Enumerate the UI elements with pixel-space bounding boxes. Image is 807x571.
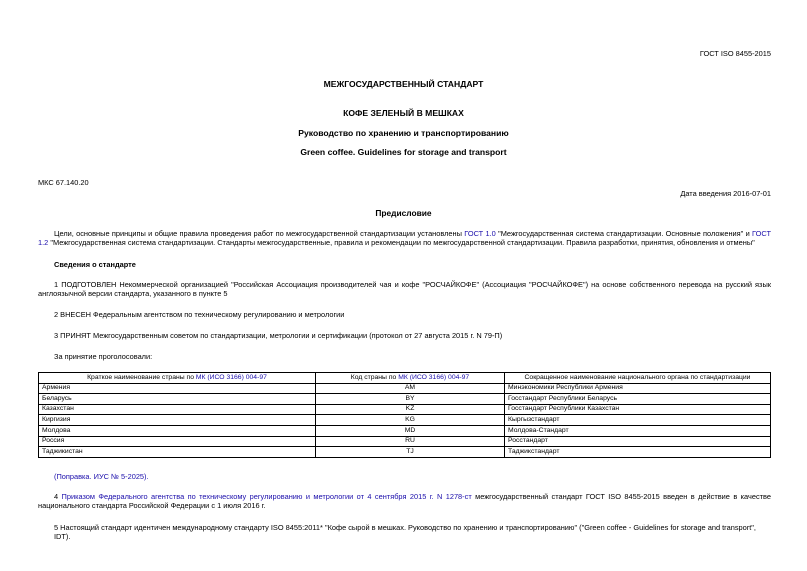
- country-code: KZ: [316, 404, 505, 415]
- amendment-link[interactable]: (Поправка. ИУС № 5-2025).: [54, 472, 149, 481]
- country-name: Таджикистан: [39, 447, 316, 458]
- item-2: 2 ВНЕСЕН Федеральным агентством по техническому регулированию и метрологии: [54, 310, 345, 319]
- voting-countries-table: [38, 372, 771, 458]
- standards-body: Госстандарт Республики Казахстан: [505, 404, 771, 415]
- country-code: TJ: [316, 447, 505, 458]
- country-name: Беларусь: [39, 394, 316, 405]
- item-3: 3 ПРИНЯТ Межгосударственным советом по стандартизации, метрологии и сертификации (протокол от 27 августа 2015 г. N 79-П): [54, 331, 503, 340]
- item-1: [38, 280, 771, 299]
- foreword-text-c: "Межгосударственная система стандартизации. Стандарты межгосударственные, правила и рекомендации по межгосударственной стандартизации. Правила разработки, принятия, обновления и отмены": [48, 238, 755, 248]
- subtitle: Руководство по хранению и транспортированию: [298, 128, 509, 138]
- country-code: RU: [316, 436, 505, 447]
- country-code: KG: [316, 415, 505, 426]
- header-country-name: Краткое наименование страны по МК (ИСО 3166) 004-97: [39, 373, 316, 384]
- item-1-text: 1 ПОДГОТОВЛЕН Некоммерческой организацией "Российская Ассоциация производителей чая и кофе "РОСЧАЙКОФЕ" (Ассоциация "РОСЧАЙКОФЕ") на основе собственного перевода на русский язык англоязычной версии стандарта, указанного в пункте 5: [38, 280, 771, 299]
- mk-iso-link[interactable]: МК (ИСО 3166) 004-97: [195, 373, 267, 381]
- country-name: Казахстан: [39, 404, 316, 415]
- voted-label: За принятие проголосовали:: [54, 352, 153, 361]
- mk-iso-link[interactable]: МК (ИСО 3166) 004-97: [398, 373, 470, 381]
- table-row: [39, 404, 771, 415]
- standards-body: Молдова-Стандарт: [505, 425, 771, 436]
- table-row: [39, 415, 771, 426]
- country-code: BY: [316, 394, 505, 405]
- country-name: Армения: [39, 383, 316, 394]
- header-country-code: Код страны по МК (ИСО 3166) 004-97: [316, 373, 505, 384]
- country-name: Киргизия: [39, 415, 316, 426]
- item-4-number: 4: [54, 492, 62, 501]
- foreword-text-a: Цели, основные принципы и общие правила проведения работ по межгосударственной стандартизации установлены: [54, 229, 465, 238]
- gost-1-2-link[interactable]: ГОСТ 1.2: [38, 229, 771, 248]
- table-row: [39, 394, 771, 405]
- country-name: Россия: [39, 436, 316, 447]
- mks-code: МКС 67.140.20: [38, 178, 89, 187]
- order-link[interactable]: Приказом Федерального агентства по техническому регулированию и метрологии от 4 сентября 2015 г. N 1278-ст: [61, 492, 472, 501]
- item-4-text: межгосударственный стандарт ГОСТ ISO 8455-2015 введен в действие в качестве национального стандарта Российской Федерации с 1 июля 2016 г.: [38, 492, 772, 511]
- country-code: MD: [316, 425, 505, 436]
- main-title: КОФЕ ЗЕЛЕНЫЙ В МЕШКАХ: [343, 108, 464, 118]
- foreword-paragraph: [38, 229, 771, 248]
- standards-body: Росстандарт: [505, 436, 771, 447]
- table-header-row: [39, 373, 771, 384]
- standards-body: Таджикстандарт: [505, 447, 771, 458]
- item-4: [38, 492, 771, 511]
- foreword-heading: Предисловие: [375, 208, 432, 218]
- standards-body: Кыргызстандарт: [505, 415, 771, 426]
- doc-code: ГОСТ ISO 8455-2015: [699, 49, 771, 58]
- table-row: [39, 436, 771, 447]
- gost-1-0-link[interactable]: ГОСТ 1.0: [464, 229, 496, 238]
- table-row: [39, 425, 771, 436]
- info-heading: Сведения о стандарте: [54, 260, 136, 269]
- item-5: 5 Настоящий стандарт идентичен международному стандарту ISO 8455:2011* "Кофе сырой в мешках. Руководство по хранению и транспортированию" ("Green coffee - Guidelines for storage and transport", IDT).: [54, 523, 756, 542]
- standards-body: Минэкономики Республики Армения: [505, 383, 771, 394]
- country-name: Молдова: [39, 425, 316, 436]
- table-row: [39, 447, 771, 458]
- english-title: Green coffee. Guidelines for storage and transport: [300, 147, 507, 157]
- table-row: [39, 383, 771, 394]
- country-code: AM: [316, 383, 505, 394]
- foreword-text-b: "Межгосударственная система стандартизации. Основные положения" и: [495, 229, 753, 238]
- intro-date: Дата введения 2016-07-01: [680, 189, 771, 198]
- standards-body: Госстандарт Республики Беларусь: [505, 394, 771, 405]
- header-standards-body: Сокращенное наименование национального органа по стандартизации: [505, 373, 771, 384]
- interstate-title: МЕЖГОСУДАРСТВЕННЫЙ СТАНДАРТ: [323, 79, 484, 89]
